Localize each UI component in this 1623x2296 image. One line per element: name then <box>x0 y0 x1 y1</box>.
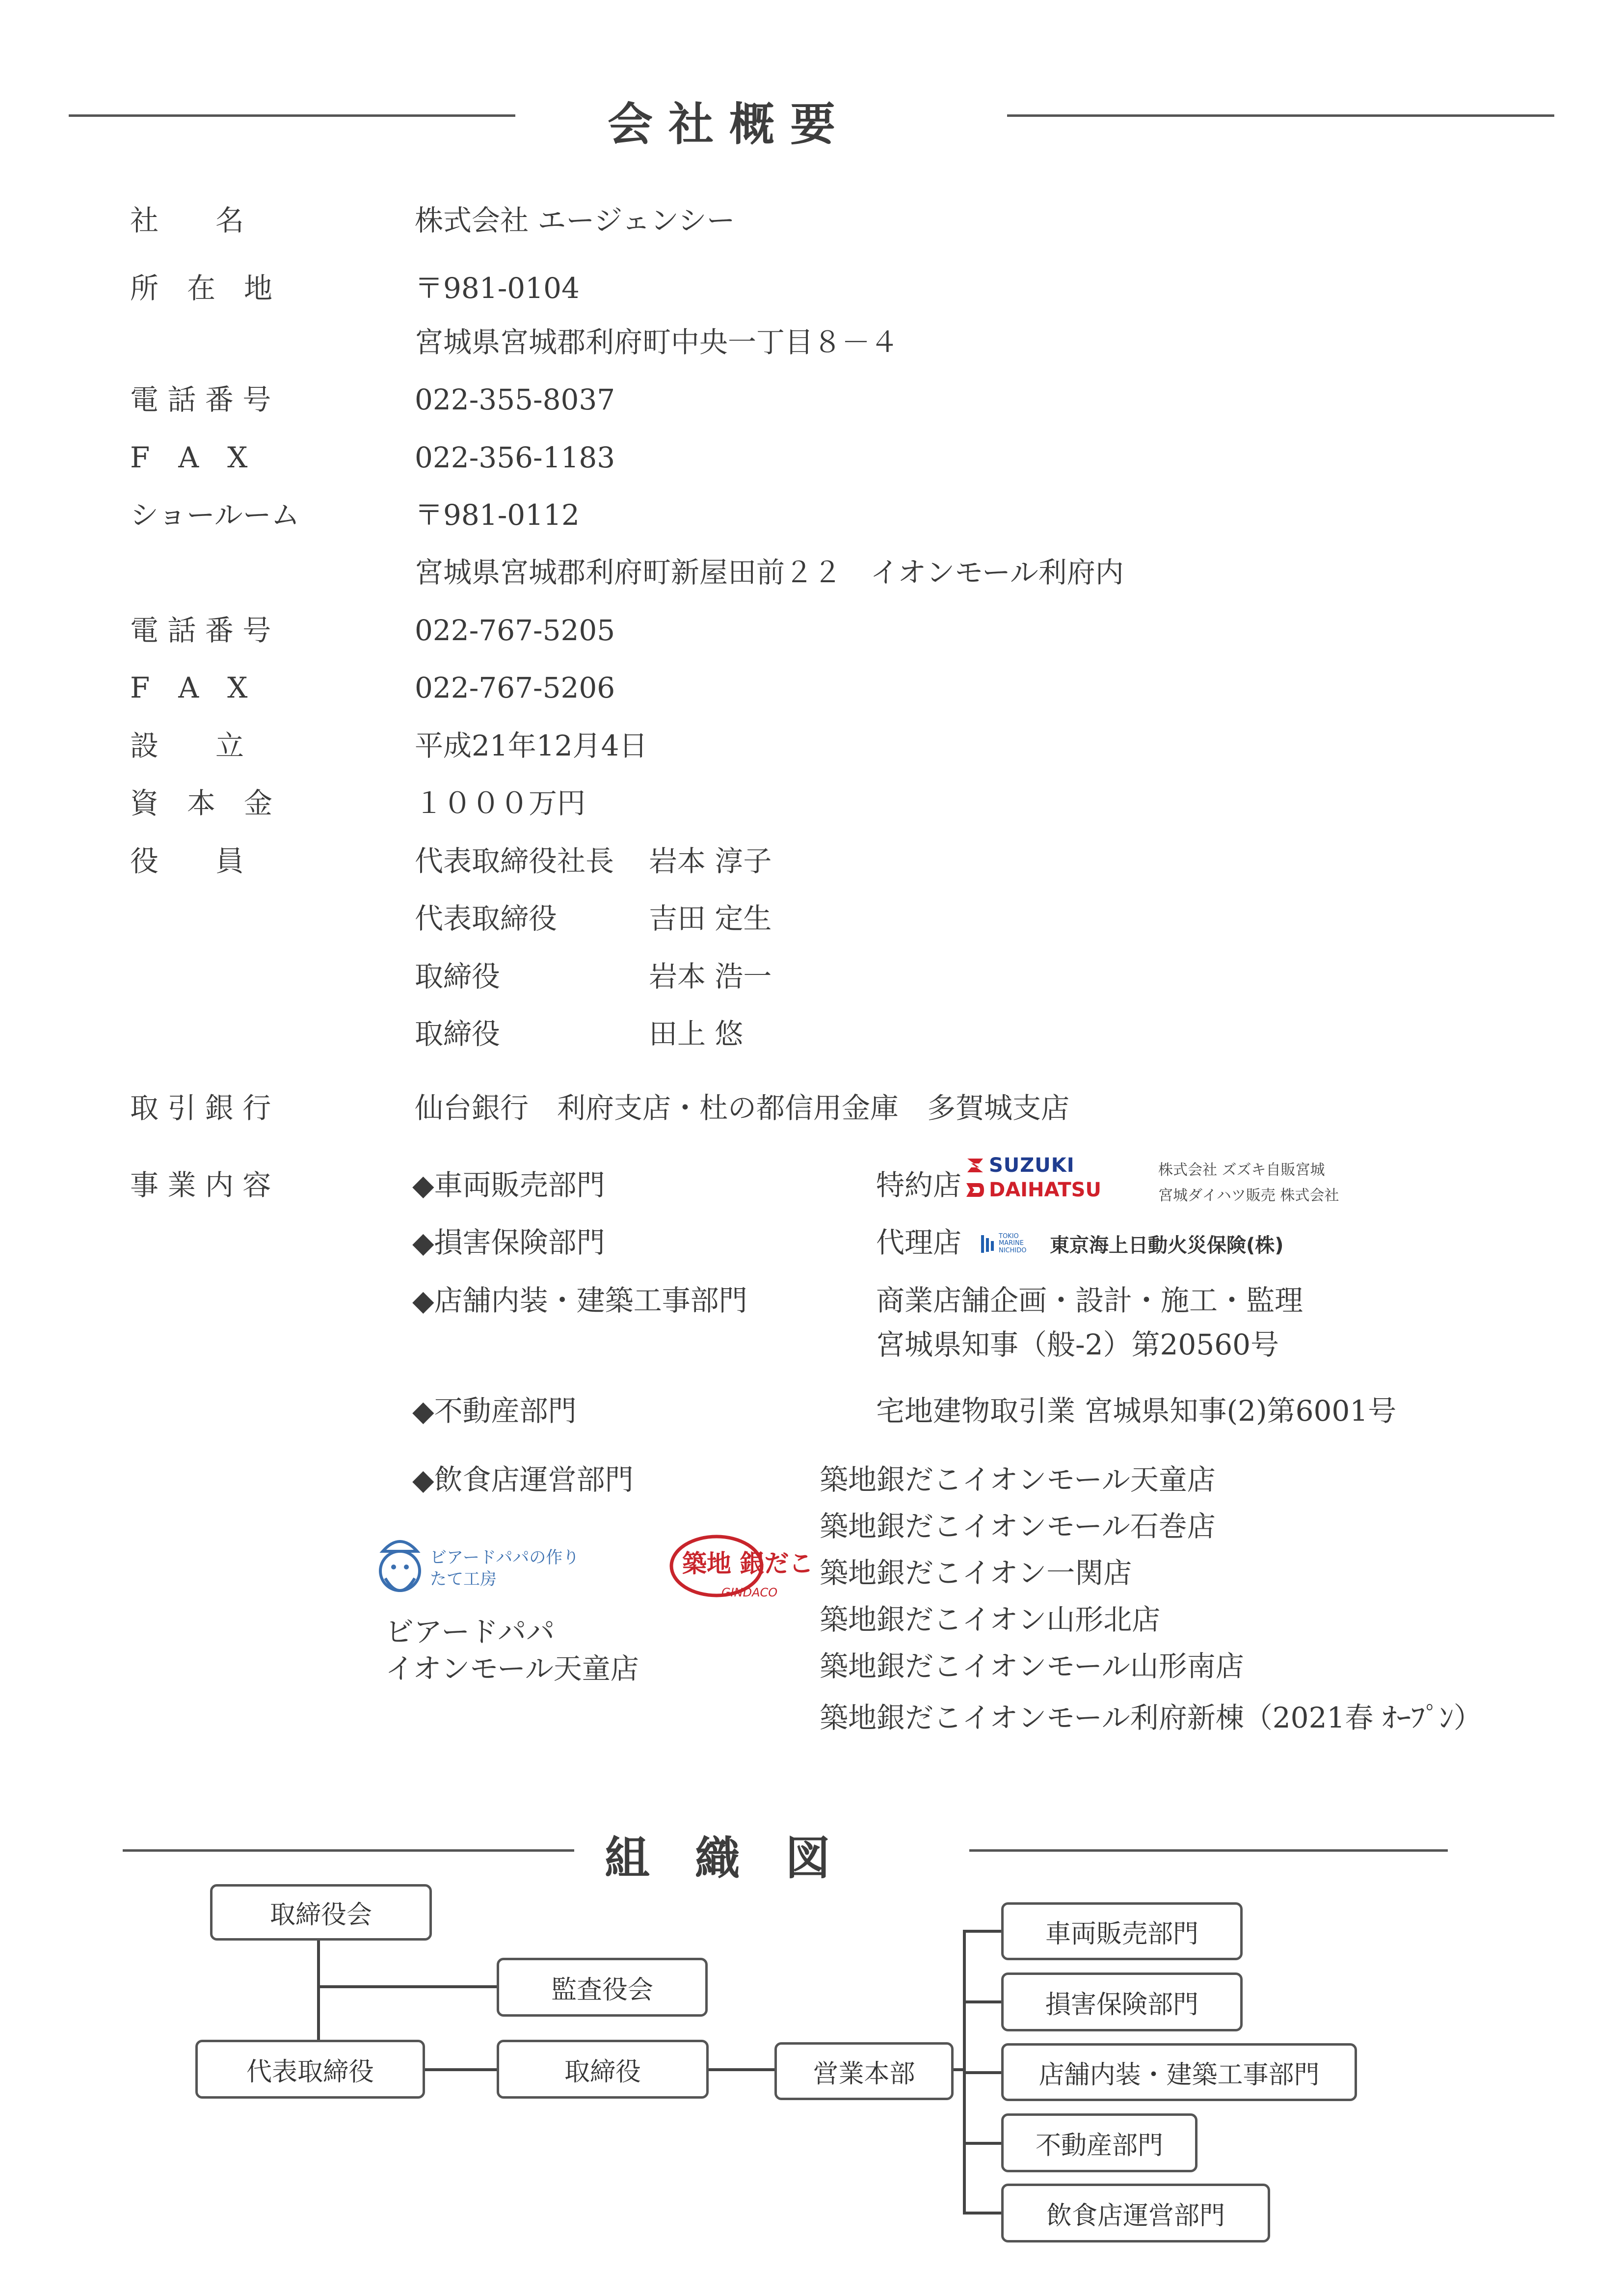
value-bank: 仙台銀行 利府支店・杜の都信用金庫 多賀城支店 <box>415 1091 1070 1125</box>
gindaco-logo-text: 築地 銀だこ <box>682 1549 814 1578</box>
label-business <box>130 1168 351 1202</box>
store-item: 築地銀だこイオンモール利府新棟（2021春 ｵｰﾌﾟﾝ） <box>820 1701 1482 1734</box>
org-dept-realestate: 不動産部門 <box>1001 2113 1197 2172</box>
detail-realestate: 宅地建物取引業 宮城県知事(2)第6001号 <box>876 1394 1397 1428</box>
officer-title: 代表取締役 <box>415 902 558 935</box>
org-dept-vehicle: 車両販売部門 <box>1001 1902 1243 1960</box>
label-text: 社 名 <box>130 204 244 237</box>
connector <box>425 2068 499 2071</box>
daihatsu-text: DAIHATSU <box>989 1179 1101 1201</box>
label-text: 役 員 <box>130 844 244 878</box>
label-bank <box>130 1091 351 1125</box>
value-showroom-phone: 022-767-5205 <box>415 614 615 647</box>
connector <box>317 1939 320 2040</box>
value-postal: 〒981-0104 <box>415 271 580 305</box>
beard-store-line1: ビアードパパ <box>385 1615 555 1648</box>
dept-insurance: ◆損害保険部門 <box>412 1226 605 1259</box>
label-text: F A X <box>130 671 248 704</box>
store-item: 築地銀だこイオンモール山形南店 <box>820 1649 1244 1683</box>
label-text: 所 在 地 <box>130 271 273 305</box>
label-fax <box>130 443 351 472</box>
daihatsu-dealer: 宮城ダイハツ販売 株式会社 <box>1158 1187 1339 1204</box>
org-sales-hq: 営業本部 <box>774 2042 954 2100</box>
label-capital <box>130 786 351 820</box>
store-item: 築地銀だこイオンモール天童店 <box>820 1463 1216 1496</box>
org-dept-insurance: 損害保険部門 <box>1001 1972 1243 2031</box>
detail-vehicle: 特約店 <box>876 1168 962 1202</box>
gindaco-en-text: GINDACO <box>721 1586 778 1599</box>
org-title: 組 織 図 <box>605 1832 831 1885</box>
value-fax: 022-356-1183 <box>415 441 615 474</box>
label-company <box>130 206 351 235</box>
suzuki-dealer: 株式会社 ズズキ自販宮城 <box>1158 1162 1325 1179</box>
officer-name: 吉田 定生 <box>649 902 772 935</box>
connector <box>963 2212 1002 2215</box>
store-item: 築地銀だこイオン山形北店 <box>820 1603 1161 1636</box>
title-rule-right <box>1007 114 1554 117</box>
label-text: 設 立 <box>130 729 244 762</box>
org-board: 取締役会 <box>210 1884 432 1941</box>
dept-realestate: ◆不動産部門 <box>412 1394 577 1428</box>
label-phone <box>130 385 351 414</box>
dept-vehicle: ◆車両販売部門 <box>412 1168 605 1202</box>
org-rule-left <box>123 1849 574 1852</box>
tokio-small-text: TOKIO MARINE NICHIDO <box>999 1233 1027 1254</box>
officer-title: 取締役 <box>415 960 501 993</box>
label-showroom-phone <box>130 616 351 645</box>
org-auditor: 監査役会 <box>497 1958 708 2017</box>
label-text: 事 業 内 容 <box>130 1168 271 1202</box>
dept-interior: ◆店舗内装・建築工事部門 <box>412 1284 747 1317</box>
label-text: 電 話 番 号 <box>130 383 271 416</box>
tokio-name-text: 東京海上日動火災保険(株) <box>1050 1234 1284 1257</box>
daihatsu-logo <box>964 1179 1101 1201</box>
page-title: 会 社 概 要 <box>608 98 836 151</box>
detail-interior-license: 宮城県知事（般-2）第20560号 <box>876 1328 1279 1361</box>
connector <box>963 1930 1002 1933</box>
org-ceo: 代表取締役 <box>195 2040 425 2099</box>
officer-name: 田上 悠 <box>649 1017 744 1051</box>
value-phone: 022-355-8037 <box>415 383 615 416</box>
value-showroom-postal: 〒981-0112 <box>415 498 580 532</box>
connector <box>963 2142 1002 2145</box>
title-rule-left <box>69 114 515 117</box>
value-company: 株式会社 エージェンシー <box>415 204 735 237</box>
suzuki-text: SUZUKI <box>989 1154 1075 1177</box>
connector <box>963 2071 1002 2074</box>
suzuki-s-icon <box>964 1156 986 1175</box>
value-address: 宮城県宮城郡利府町中央一丁目８－４ <box>415 325 899 359</box>
detail-insurance: 代理店 <box>876 1226 962 1259</box>
label-text: 電 話 番 号 <box>130 614 271 647</box>
dept-restaurant: ◆飲食店運営部門 <box>412 1463 634 1496</box>
label-text: 資 本 金 <box>130 786 273 820</box>
value-capital: １０００万円 <box>415 786 586 820</box>
connector <box>708 2068 774 2071</box>
label-officers <box>130 844 351 878</box>
label-text: F A X <box>130 441 248 474</box>
label-text: ショールーム <box>130 498 300 532</box>
gindaco-logo <box>667 1517 814 1605</box>
label-showroom-fax <box>130 671 351 704</box>
value-showroom-address: 宮城県宮城郡利府町新屋田前２２ イオンモール利府内 <box>415 556 1124 589</box>
org-rule-right <box>969 1849 1448 1852</box>
org-dept-restaurant: 飲食店運営部門 <box>1001 2184 1270 2242</box>
daihatsu-d-icon <box>964 1181 986 1199</box>
tokio-marine-logo <box>979 1230 1284 1258</box>
officer-name: 岩本 浩一 <box>649 960 772 993</box>
org-director: 取締役 <box>497 2040 709 2099</box>
value-showroom-fax: 022-767-5206 <box>415 671 615 704</box>
officer-name: 岩本 淳子 <box>649 844 772 878</box>
label-showroom <box>130 498 351 532</box>
beard-papa-face-icon <box>373 1532 427 1605</box>
beard-papa-logo <box>373 1532 587 1605</box>
officer-title: 取締役 <box>415 1017 501 1051</box>
detail-interior: 商業店舗企画・設計・施工・監理 <box>876 1284 1304 1317</box>
tokio-marine-icon <box>979 1233 996 1255</box>
org-dept-interior: 店舗内装・建築工事部門 <box>1001 2043 1357 2101</box>
store-item: 築地銀だこイオンモール石巻店 <box>820 1510 1216 1543</box>
label-text: 取 引 銀 行 <box>130 1091 271 1125</box>
label-address <box>130 271 351 305</box>
value-established: 平成21年12月4日 <box>415 729 648 762</box>
label-established <box>130 731 351 760</box>
beard-papa-logo-text: ビアードパパの作りたて工房 <box>430 1547 580 1589</box>
connector <box>317 1985 499 1988</box>
connector <box>963 2000 1002 2003</box>
beard-store-line2: イオンモール天童店 <box>385 1652 639 1685</box>
store-item: 築地銀だこイオン一関店 <box>820 1556 1132 1590</box>
suzuki-logo <box>964 1155 1075 1176</box>
officer-title: 代表取締役社長 <box>415 844 614 878</box>
